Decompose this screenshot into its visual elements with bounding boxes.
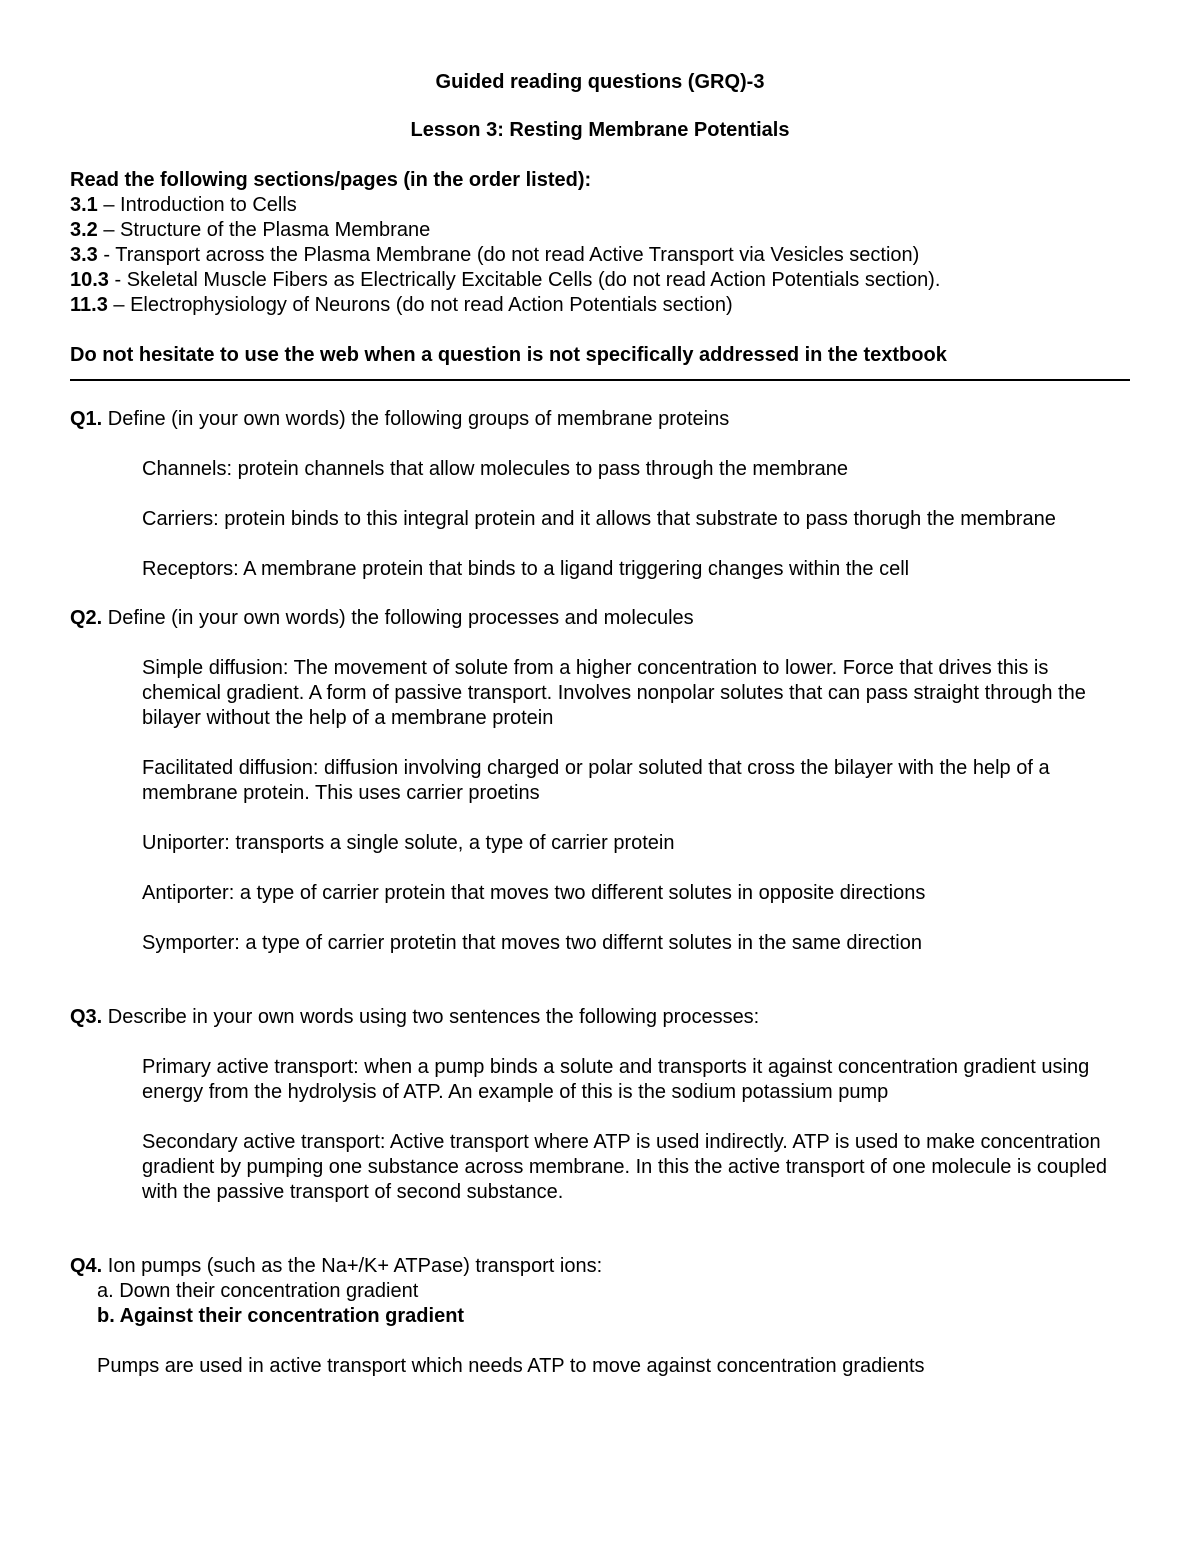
horizontal-divider: [70, 379, 1130, 381]
question-prompt: Define (in your own words) the following groups of membrane proteins: [102, 408, 730, 430]
answer-secondary-active-transport: Secondary active transport: Active transport where ATP is used indirectly. ATP is used to make concentration gradient by pumping one substance across membrane. In this the active transport of one molecule is coupled with the passive transport of second substance.: [142, 1131, 1107, 1203]
question-prompt: Ion pumps (such as the Na+/K+ ATPase) transport ions:: [102, 1255, 603, 1277]
answer-symporter: Symporter: a type of carrier protetin that moves two differnt solutes in the same direction: [142, 932, 922, 954]
question-label: Q4.: [70, 1255, 103, 1277]
question-4: [70, 1254, 1130, 1279]
section-number: 3.1: [70, 194, 98, 216]
question-prompt: Define (in your own words) the following processes and molecules: [102, 607, 694, 629]
question-2: [70, 606, 1130, 631]
answer-carriers: Carriers: protein binds to this integral protein and it allows that substrate to pass thorugh the membrane: [142, 508, 1056, 530]
reading-item: [70, 268, 1130, 293]
question-1: [70, 407, 1130, 432]
web-note: Do not hesitate to use the web when a question is not specifically addressed in the textbook: [70, 344, 947, 366]
section-number: 3.2: [70, 219, 98, 241]
reading-heading: Read the following sections/pages (in the order listed):: [70, 169, 592, 191]
reading-list: [70, 193, 1130, 318]
reading-item: [70, 193, 1130, 218]
reading-item: [70, 218, 1130, 243]
question-label: Q2.: [70, 607, 103, 629]
answer-antiporter: Antiporter: a type of carrier protein that moves two different solutes in opposite directions: [142, 882, 926, 904]
question-label: Q1.: [70, 408, 103, 430]
section-text: - Transport across the Plasma Membrane (do not read Active Transport via Vesicles section): [97, 244, 920, 266]
section-text: – Electrophysiology of Neurons (do not read Action Potentials section): [107, 294, 733, 316]
question-prompt: Describe in your own words using two sentences the following processes:: [102, 1006, 760, 1028]
section-text: - Skeletal Muscle Fibers as Electrically Excitable Cells (do not read Action Potentials section).: [108, 269, 941, 291]
answer-simple-diffusion: Simple diffusion: The movement of solute from a higher concentration to lower. Force that drives this is chemical gradient. A form of passive transport. Involves nonpolar solutes that can pass straight through the bilayer without the help of a membrane protein: [142, 657, 1086, 729]
answer-explanation: Pumps are used in active transport which needs ATP to move against concentration gradients: [97, 1355, 925, 1377]
document-body: [70, 70, 1130, 1379]
section-number: 3.3: [70, 244, 98, 266]
document-title: Guided reading questions (GRQ)-3: [435, 71, 765, 93]
section-number: 10.3: [70, 269, 109, 291]
answer-facilitated-diffusion: Facilitated diffusion: diffusion involving charged or polar soluted that cross the bilayer with the help of a membrane protein. This uses carrier proetins: [142, 757, 1050, 804]
answer-primary-active-transport: Primary active transport: when a pump binds a solute and transports it against concentration gradient using energy from the hydrolysis of ATP. An example of this is the sodium potassium pump: [142, 1056, 1090, 1103]
question-label: Q3.: [70, 1006, 103, 1028]
question-3: [70, 1005, 1130, 1030]
option-b-selected: b. Against their concentration gradient: [97, 1305, 465, 1327]
answer-uniporter: Uniporter: transports a single solute, a type of carrier protein: [142, 832, 675, 854]
option-a: a. Down their concentration gradient: [97, 1280, 419, 1302]
section-text: – Structure of the Plasma Membrane: [97, 219, 431, 241]
section-number: 11.3: [70, 294, 108, 316]
lesson-title: Lesson 3: Resting Membrane Potentials: [410, 119, 790, 141]
section-text: – Introduction to Cells: [97, 194, 297, 216]
answer-channels: Channels: protein channels that allow molecules to pass through the membrane: [142, 458, 848, 480]
reading-item: [70, 293, 1130, 318]
answer-receptors: Receptors: A membrane protein that binds to a ligand triggering changes within the cell: [142, 558, 910, 580]
reading-item: [70, 243, 1130, 268]
